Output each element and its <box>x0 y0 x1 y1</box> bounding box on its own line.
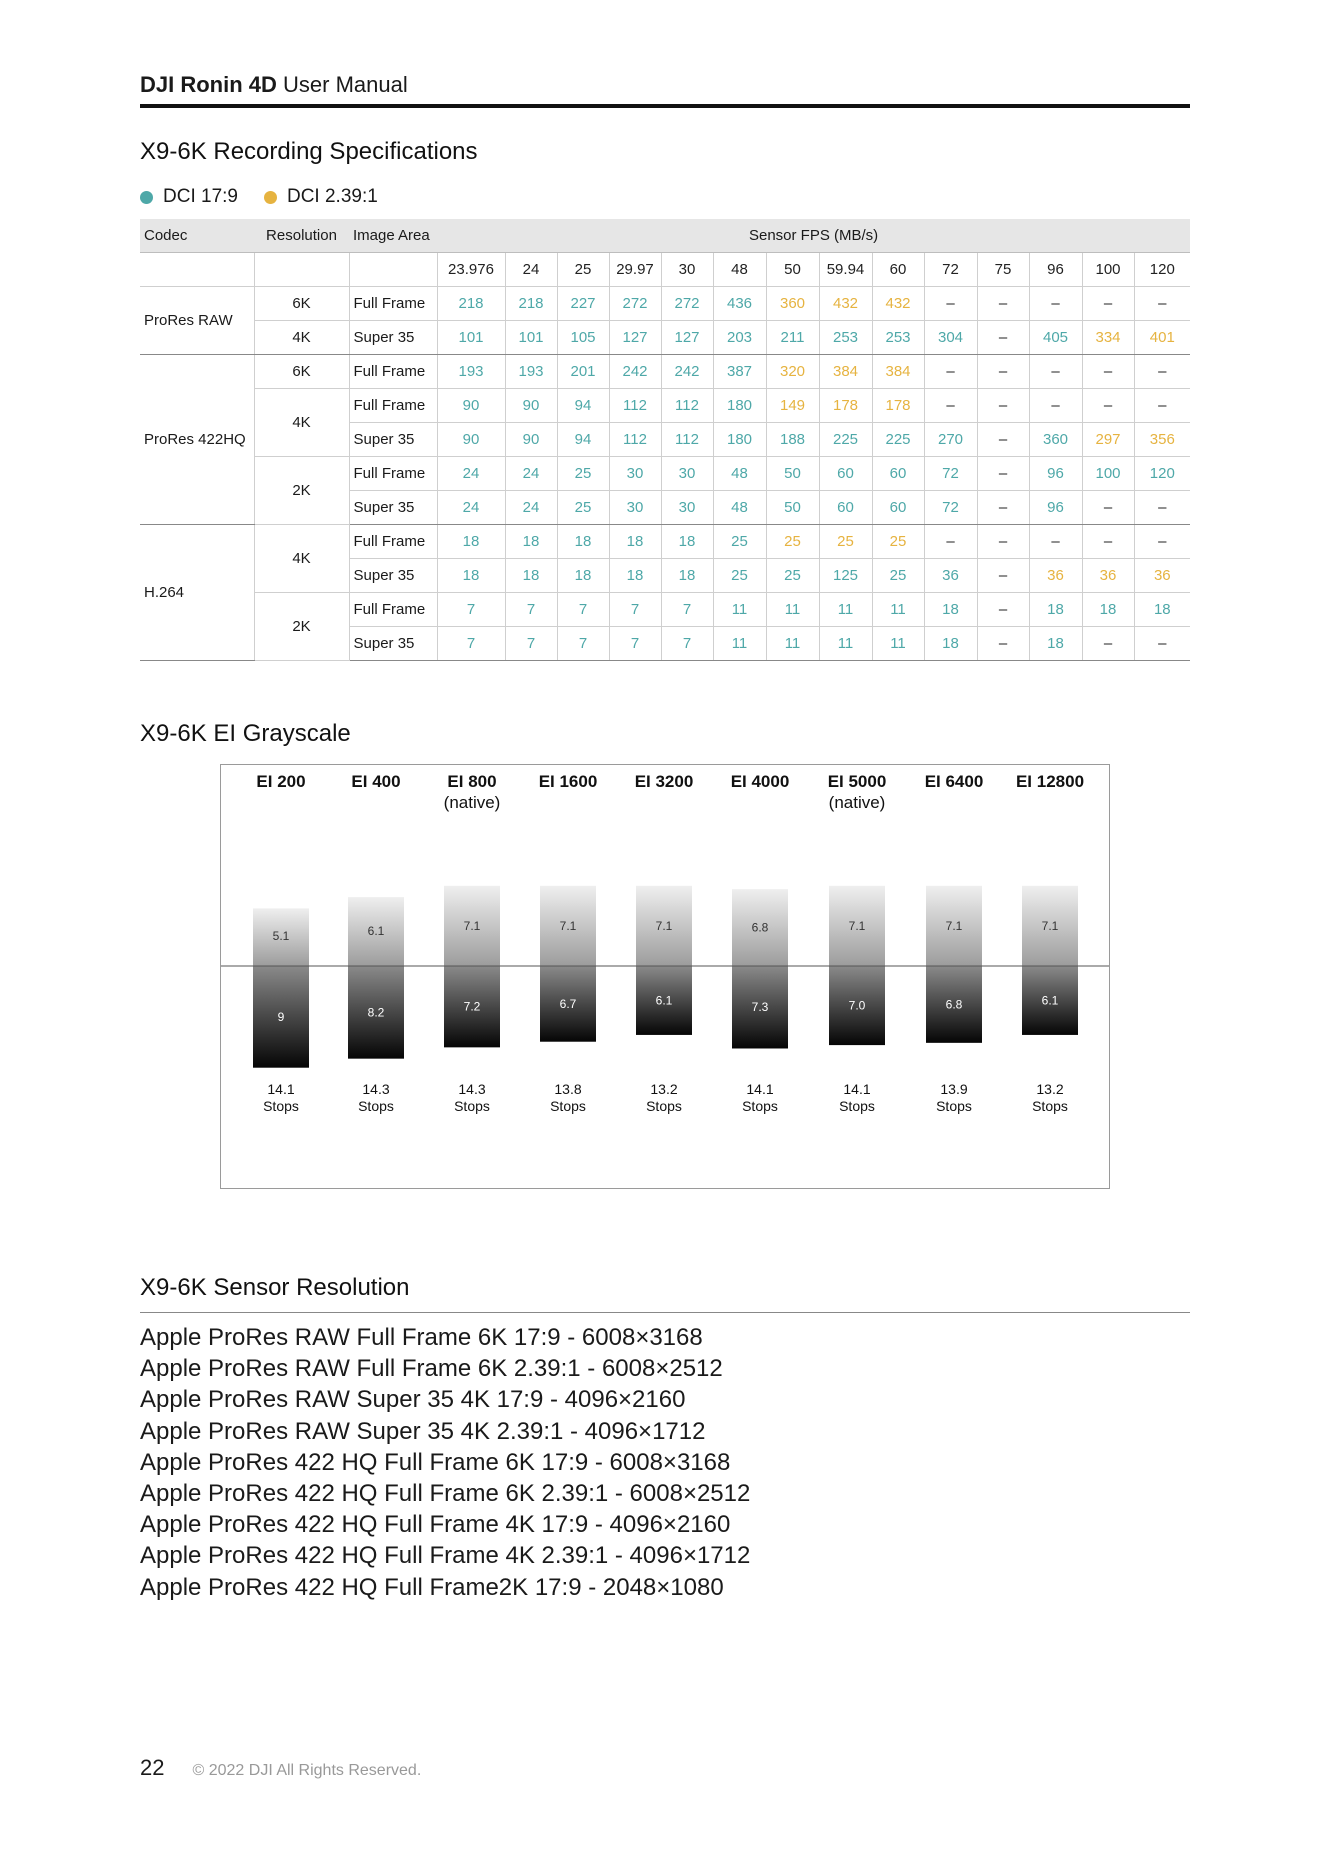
value-cell: 18 <box>505 559 557 593</box>
value-cell: – <box>977 593 1029 627</box>
stops-value: 13.9 <box>940 1081 968 1097</box>
under-value: 9 <box>277 1009 285 1024</box>
value-cell: 18 <box>924 593 977 627</box>
value-cell: – <box>924 355 977 389</box>
value-cell: 60 <box>819 457 872 491</box>
ei-label: EI 800 <box>447 772 497 791</box>
under-value: 7.0 <box>848 998 866 1013</box>
value-cell: 11 <box>766 627 819 661</box>
value-cell: 36 <box>1029 559 1082 593</box>
page-header <box>140 72 1190 98</box>
under-value: 7.2 <box>463 999 481 1014</box>
value-cell: 18 <box>505 525 557 559</box>
value-cell: 432 <box>819 287 872 321</box>
legend-dot-amber <box>264 191 277 204</box>
resolution-cell: 6K <box>254 287 349 321</box>
value-cell: 272 <box>661 287 713 321</box>
value-cell: 18 <box>1134 593 1190 627</box>
value-cell: 320 <box>766 355 819 389</box>
header-title: User Manual <box>283 72 408 97</box>
value-cell: – <box>924 389 977 423</box>
col-resolution: Resolution <box>254 219 349 253</box>
image-area-cell: Full Frame <box>349 355 437 389</box>
grayscale-chart <box>220 764 1110 1189</box>
over-value: 6.1 <box>367 923 385 938</box>
value-cell: 18 <box>661 559 713 593</box>
value-cell: 94 <box>557 389 609 423</box>
value-cell: 24 <box>437 491 505 525</box>
table-row <box>140 525 1190 559</box>
value-cell: 18 <box>1029 593 1082 627</box>
resolution-line: Apple ProRes RAW Full Frame 6K 17:9 - 6008×3168 <box>140 1324 703 1351</box>
sensor-rule <box>140 1312 1190 1313</box>
fps-cell: 48 <box>713 253 766 287</box>
value-cell: 25 <box>872 559 924 593</box>
col-image-area: Image Area <box>349 219 437 253</box>
value-cell: 24 <box>505 457 557 491</box>
value-cell: – <box>1134 355 1190 389</box>
value-cell: – <box>1082 627 1134 661</box>
value-cell: 334 <box>1082 321 1134 355</box>
value-cell: 18 <box>609 525 661 559</box>
fps-cell: 75 <box>977 253 1029 287</box>
value-cell: – <box>1134 491 1190 525</box>
under-value: 6.1 <box>1041 993 1059 1008</box>
value-cell: 7 <box>505 627 557 661</box>
value-cell: 25 <box>819 525 872 559</box>
legend-item-dci-17-9 <box>140 186 238 208</box>
ei-label: EI 5000 <box>827 772 887 791</box>
value-cell: 11 <box>872 627 924 661</box>
value-cell: 18 <box>437 525 505 559</box>
resolution-line: Apple ProRes 422 HQ Full Frame 6K 17:9 - 6008×3168 <box>140 1448 731 1476</box>
value-cell: 242 <box>609 355 661 389</box>
value-cell: 105 <box>557 321 609 355</box>
sensor-title: X9-6K Sensor Resolution <box>140 1274 410 1301</box>
value-cell: 203 <box>713 321 766 355</box>
image-area-cell: Full Frame <box>349 287 437 321</box>
value-cell: – <box>977 321 1029 355</box>
legend-label: DCI 2.39:1 <box>286 186 378 207</box>
image-area-cell: Full Frame <box>349 525 437 559</box>
value-cell: 18 <box>1082 593 1134 627</box>
value-cell: – <box>1082 389 1134 423</box>
value-cell: 356 <box>1134 423 1190 457</box>
value-cell: 7 <box>661 593 713 627</box>
value-cell: 101 <box>505 321 557 355</box>
header-rule <box>140 104 1190 108</box>
value-cell: 36 <box>1082 559 1134 593</box>
value-cell: 11 <box>766 593 819 627</box>
value-cell: 11 <box>819 593 872 627</box>
fps-cell: 100 <box>1082 253 1134 287</box>
value-cell: 11 <box>713 593 766 627</box>
blank-cell <box>254 253 349 287</box>
value-cell: 112 <box>661 389 713 423</box>
table-row <box>140 389 1190 423</box>
value-cell: 225 <box>872 423 924 457</box>
value-cell: 112 <box>609 389 661 423</box>
value-cell: 18 <box>924 627 977 661</box>
image-area-cell: Super 35 <box>349 321 437 355</box>
fps-cell: 72 <box>924 253 977 287</box>
blank-cell <box>140 253 254 287</box>
image-area-cell: Full Frame <box>349 593 437 627</box>
value-cell: 72 <box>924 457 977 491</box>
value-cell: 120 <box>1134 457 1190 491</box>
value-cell: 90 <box>437 423 505 457</box>
value-cell: 18 <box>437 559 505 593</box>
stops-value: 14.1 <box>267 1081 295 1097</box>
legend-item-dci-2-39 <box>264 186 378 208</box>
value-cell: 11 <box>872 593 924 627</box>
value-cell: – <box>977 457 1029 491</box>
value-cell: 225 <box>819 423 872 457</box>
value-cell: 18 <box>557 559 609 593</box>
value-cell: – <box>1029 389 1082 423</box>
value-cell: 36 <box>1134 559 1190 593</box>
value-cell: 30 <box>661 457 713 491</box>
page-footer <box>140 1755 421 1781</box>
native-label: (native) <box>828 793 886 812</box>
stops-label: Stops <box>646 1098 682 1114</box>
fps-cell: 59.94 <box>819 253 872 287</box>
blank-cell <box>349 253 437 287</box>
value-cell: 48 <box>713 457 766 491</box>
under-value: 7.3 <box>751 1000 769 1015</box>
value-cell: 30 <box>609 491 661 525</box>
resolution-cell: 4K <box>254 389 349 457</box>
value-cell: – <box>924 287 977 321</box>
recording-title: X9-6K Recording Specifications <box>140 138 478 165</box>
grayscale-svg <box>221 765 1109 1188</box>
value-cell: 211 <box>766 321 819 355</box>
value-cell: 193 <box>505 355 557 389</box>
value-cell: 11 <box>819 627 872 661</box>
value-cell: 100 <box>1082 457 1134 491</box>
value-cell: 405 <box>1029 321 1082 355</box>
resolution-line: Apple ProRes 422 HQ Full Frame2K 17:9 - 2048×1080 <box>140 1573 724 1601</box>
fps-cell: 24 <box>505 253 557 287</box>
value-cell: 36 <box>924 559 977 593</box>
value-cell: 60 <box>872 491 924 525</box>
codec-cell: ProRes 422HQ <box>140 355 254 525</box>
value-cell: 125 <box>819 559 872 593</box>
ei-label: EI 400 <box>351 772 401 791</box>
value-cell: 178 <box>819 389 872 423</box>
resolution-line: Apple ProRes 422 HQ Full Frame 4K 17:9 - 4096×2160 <box>140 1511 731 1539</box>
value-cell: 127 <box>609 321 661 355</box>
col-codec: Codec <box>140 219 254 253</box>
stops-value: 14.1 <box>746 1081 774 1097</box>
over-value: 7.1 <box>655 918 673 933</box>
value-cell: – <box>1082 355 1134 389</box>
value-cell: 72 <box>924 491 977 525</box>
value-cell: 253 <box>872 321 924 355</box>
value-cell: 25 <box>713 559 766 593</box>
value-cell: – <box>977 559 1029 593</box>
value-cell: 253 <box>819 321 872 355</box>
value-cell: 18 <box>557 525 609 559</box>
stops-value: 13.8 <box>554 1081 582 1097</box>
value-cell: 7 <box>437 593 505 627</box>
value-cell: 18 <box>1029 627 1082 661</box>
stops-label: Stops <box>550 1098 586 1114</box>
value-cell: 432 <box>872 287 924 321</box>
codec-cell: ProRes RAW <box>140 287 254 355</box>
value-cell: 384 <box>819 355 872 389</box>
resolution-line: Apple ProRes 422 HQ Full Frame 4K 2.39:1 - 4096×1712 <box>140 1542 751 1570</box>
value-cell: 178 <box>872 389 924 423</box>
value-cell: 304 <box>924 321 977 355</box>
fps-cell: 96 <box>1029 253 1082 287</box>
value-cell: – <box>1029 287 1082 321</box>
value-cell: 149 <box>766 389 819 423</box>
value-cell: 387 <box>713 355 766 389</box>
resolution-cell: 6K <box>254 355 349 389</box>
sensor-resolution-list <box>140 1322 750 1603</box>
value-cell: 50 <box>766 457 819 491</box>
image-area-cell: Super 35 <box>349 627 437 661</box>
value-cell: 25 <box>557 457 609 491</box>
value-cell: 94 <box>557 423 609 457</box>
ei-label: EI 12800 <box>1015 772 1085 791</box>
value-cell: – <box>977 287 1029 321</box>
resolution-cell: 4K <box>254 525 349 593</box>
value-cell: – <box>1134 287 1190 321</box>
value-cell: 272 <box>609 287 661 321</box>
stops-value: 14.1 <box>843 1081 871 1097</box>
col-sensor-fps: Sensor FPS (MB/s) <box>437 219 1190 253</box>
value-cell: 180 <box>713 423 766 457</box>
value-cell: 50 <box>766 491 819 525</box>
resolution-line: Apple ProRes RAW Super 35 4K 17:9 - 4096×2160 <box>140 1386 686 1414</box>
ei-label: EI 200 <box>256 772 306 791</box>
over-value: 7.1 <box>1041 918 1059 933</box>
value-cell: – <box>977 355 1029 389</box>
value-cell: – <box>977 423 1029 457</box>
value-cell: – <box>1029 525 1082 559</box>
legend-dot-teal <box>140 191 153 204</box>
value-cell: 127 <box>661 321 713 355</box>
value-cell: 25 <box>713 525 766 559</box>
over-value: 7.1 <box>463 918 481 933</box>
value-cell: 7 <box>609 593 661 627</box>
value-cell: 96 <box>1029 491 1082 525</box>
value-cell: 7 <box>661 627 713 661</box>
over-value: 7.1 <box>559 918 577 933</box>
under-value: 6.8 <box>945 997 963 1012</box>
value-cell: – <box>1134 389 1190 423</box>
value-cell: 297 <box>1082 423 1134 457</box>
value-cell: 112 <box>609 423 661 457</box>
value-cell: 7 <box>557 593 609 627</box>
value-cell: – <box>1082 287 1134 321</box>
value-cell: 270 <box>924 423 977 457</box>
table-row <box>140 321 1190 355</box>
value-cell: 227 <box>557 287 609 321</box>
ei-label: EI 3200 <box>634 772 694 791</box>
value-cell: 7 <box>437 627 505 661</box>
resolution-line: Apple ProRes RAW Super 35 4K 2.39:1 - 4096×1712 <box>140 1417 706 1445</box>
value-cell: – <box>1134 525 1190 559</box>
value-cell: 90 <box>437 389 505 423</box>
stops-label: Stops <box>454 1098 490 1114</box>
value-cell: 25 <box>766 559 819 593</box>
value-cell: 18 <box>661 525 713 559</box>
stops-label: Stops <box>839 1098 875 1114</box>
image-area-cell: Full Frame <box>349 389 437 423</box>
value-cell: 96 <box>1029 457 1082 491</box>
fps-row <box>140 253 1190 287</box>
value-cell: 48 <box>713 491 766 525</box>
value-cell: 401 <box>1134 321 1190 355</box>
value-cell: 25 <box>872 525 924 559</box>
fps-cell: 60 <box>872 253 924 287</box>
image-area-cell: Super 35 <box>349 559 437 593</box>
stops-label: Stops <box>1032 1098 1068 1114</box>
fps-cell: 120 <box>1134 253 1190 287</box>
table-row <box>140 593 1190 627</box>
ei-label: EI 1600 <box>538 772 598 791</box>
value-cell: – <box>977 491 1029 525</box>
fps-cell: 23.976 <box>437 253 505 287</box>
value-cell: – <box>1029 355 1082 389</box>
value-cell: 7 <box>505 593 557 627</box>
value-cell: – <box>1134 627 1190 661</box>
value-cell: – <box>977 525 1029 559</box>
under-value: 6.7 <box>559 996 577 1011</box>
native-label: (native) <box>443 793 501 812</box>
codec-cell: H.264 <box>140 525 254 661</box>
value-cell: 218 <box>437 287 505 321</box>
value-cell: 384 <box>872 355 924 389</box>
value-cell: 360 <box>1029 423 1082 457</box>
resolution-cell: 2K <box>254 457 349 525</box>
legend <box>140 186 378 208</box>
table-row <box>140 355 1190 389</box>
value-cell: 360 <box>766 287 819 321</box>
stops-value: 14.3 <box>458 1081 486 1097</box>
image-area-cell: Super 35 <box>349 491 437 525</box>
value-cell: 242 <box>661 355 713 389</box>
header-brand: DJI Ronin 4D <box>140 72 277 97</box>
fps-cell: 50 <box>766 253 819 287</box>
value-cell: 7 <box>609 627 661 661</box>
stops-value: 13.2 <box>1036 1081 1064 1097</box>
over-value: 7.1 <box>945 918 963 933</box>
stops-label: Stops <box>263 1098 299 1114</box>
value-cell: 218 <box>505 287 557 321</box>
value-cell: 30 <box>609 457 661 491</box>
under-value: 8.2 <box>367 1005 385 1020</box>
value-cell: 18 <box>609 559 661 593</box>
resolution-line: Apple ProRes RAW Full Frame 6K 2.39:1 - 6008×2512 <box>140 1355 723 1383</box>
value-cell: 193 <box>437 355 505 389</box>
stops-label: Stops <box>358 1098 394 1114</box>
value-cell: – <box>1082 525 1134 559</box>
grayscale-title: X9-6K EI Grayscale <box>140 720 351 747</box>
fps-cell: 30 <box>661 253 713 287</box>
over-value: 5.1 <box>272 929 290 944</box>
table-row <box>140 457 1190 491</box>
resolution-line: Apple ProRes 422 HQ Full Frame 6K 2.39:1 - 6008×2512 <box>140 1480 751 1508</box>
fps-cell: 25 <box>557 253 609 287</box>
value-cell: 11 <box>713 627 766 661</box>
over-value: 6.8 <box>751 920 769 935</box>
value-cell: 60 <box>872 457 924 491</box>
stops-value: 13.2 <box>650 1081 678 1097</box>
resolution-cell: 4K <box>254 321 349 355</box>
table-header-row <box>140 219 1190 253</box>
value-cell: – <box>924 525 977 559</box>
value-cell: 24 <box>437 457 505 491</box>
value-cell: – <box>977 389 1029 423</box>
stops-label: Stops <box>936 1098 972 1114</box>
value-cell: – <box>977 627 1029 661</box>
page-number: 22 <box>140 1755 165 1780</box>
stops-value: 14.3 <box>362 1081 390 1097</box>
value-cell: 25 <box>557 491 609 525</box>
value-cell: 90 <box>505 423 557 457</box>
table-row <box>140 287 1190 321</box>
recording-spec-table <box>140 219 1190 661</box>
value-cell: 24 <box>505 491 557 525</box>
value-cell: 7 <box>557 627 609 661</box>
image-area-cell: Super 35 <box>349 423 437 457</box>
value-cell: – <box>1082 491 1134 525</box>
ei-label: EI 6400 <box>924 772 984 791</box>
under-value: 6.1 <box>655 993 673 1008</box>
over-value: 7.1 <box>848 918 866 933</box>
ei-label: EI 4000 <box>730 772 790 791</box>
value-cell: 60 <box>819 491 872 525</box>
value-cell: 188 <box>766 423 819 457</box>
value-cell: 180 <box>713 389 766 423</box>
value-cell: 112 <box>661 423 713 457</box>
value-cell: 101 <box>437 321 505 355</box>
legend-label: DCI 17:9 <box>163 186 238 207</box>
stops-label: Stops <box>742 1098 778 1114</box>
copyright: © 2022 DJI All Rights Reserved. <box>192 1762 422 1779</box>
value-cell: 25 <box>766 525 819 559</box>
value-cell: 90 <box>505 389 557 423</box>
value-cell: 30 <box>661 491 713 525</box>
resolution-cell: 2K <box>254 593 349 661</box>
fps-cell: 29.97 <box>609 253 661 287</box>
value-cell: 436 <box>713 287 766 321</box>
value-cell: 201 <box>557 355 609 389</box>
image-area-cell: Full Frame <box>349 457 437 491</box>
